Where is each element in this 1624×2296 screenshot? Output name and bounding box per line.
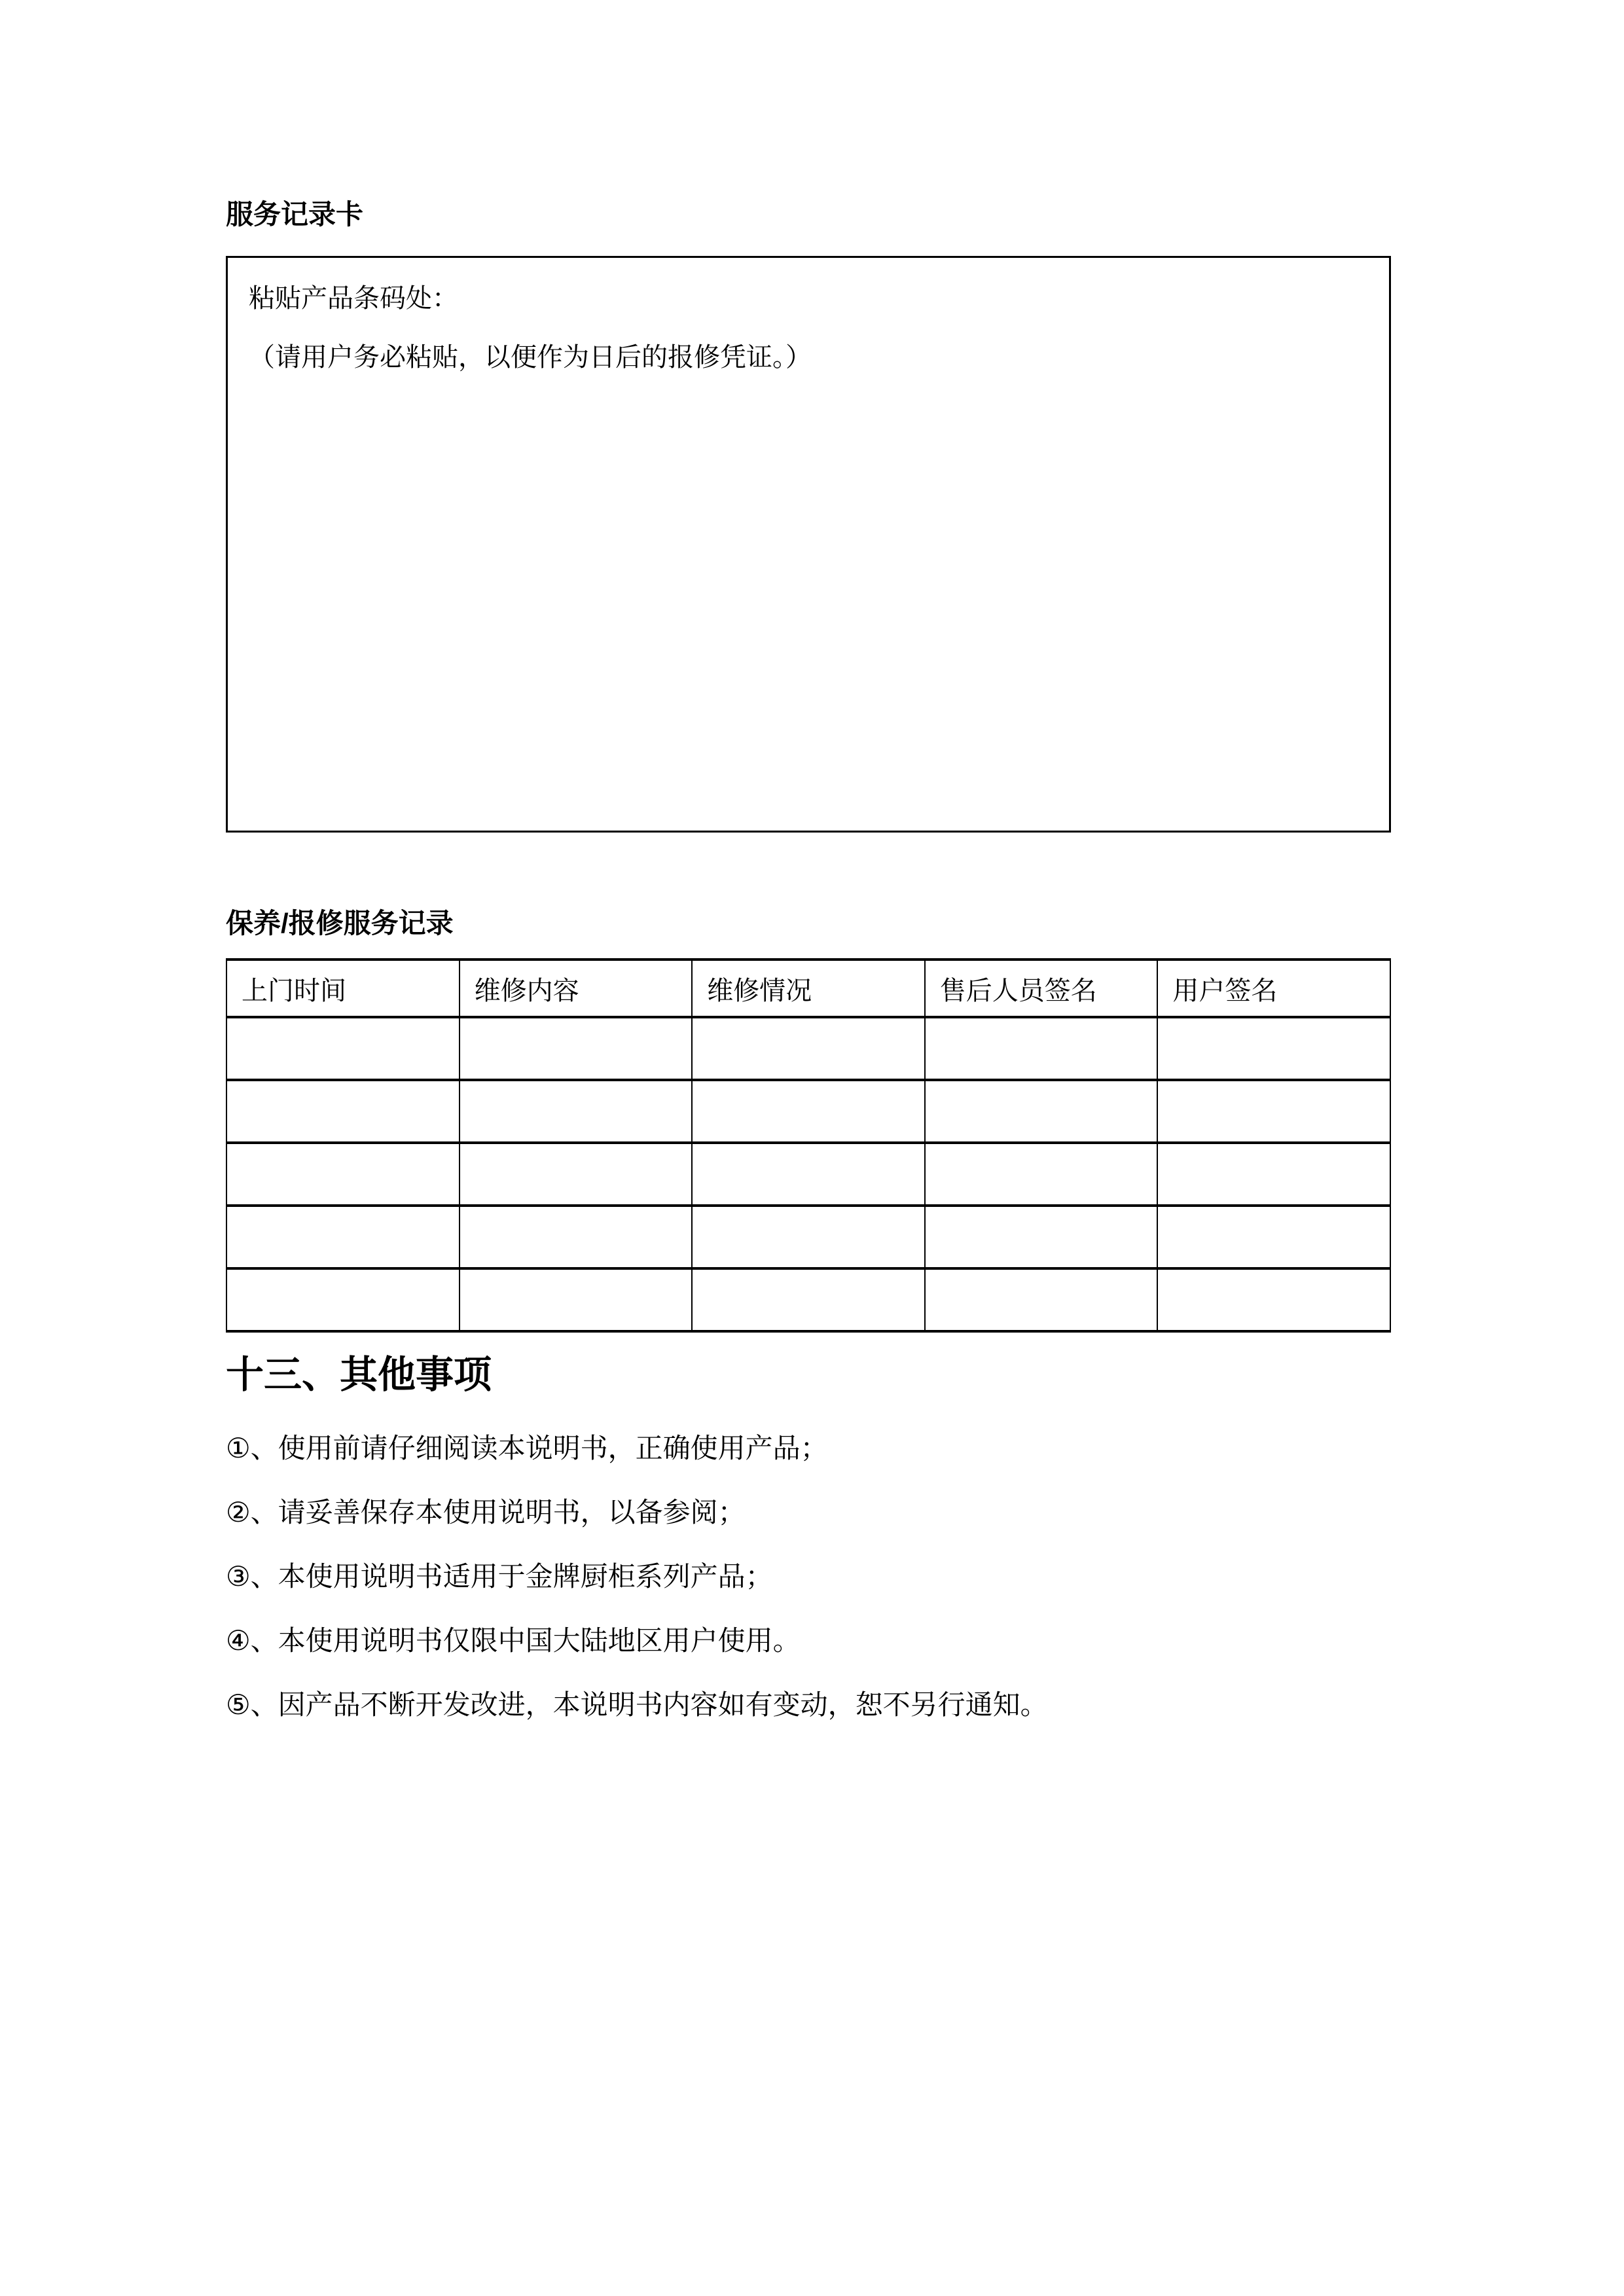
- empty-cell: [226, 1080, 460, 1143]
- page-content: [226, 198, 1391, 1753]
- service-card-title: 服务记录卡: [226, 199, 364, 230]
- col-header-service-staff-signature: 售后人员签名: [925, 960, 1158, 1017]
- list-item-5: ⑤、因产品不断开发改进，本说明书内容如有变动，恕不另行通知。: [226, 1689, 1048, 1720]
- empty-cell: [925, 1206, 1158, 1268]
- list-item-4: ④、本使用说明书仅限中国大陆地区用户使用。: [226, 1625, 801, 1656]
- empty-cell: [692, 1080, 925, 1143]
- table-row: [226, 1080, 1390, 1143]
- col-header-repair-status: 维修情况: [692, 960, 925, 1017]
- barcode-box-hint: （请用户务必粘贴，以便作为日后的报修凭证。）: [249, 343, 812, 372]
- empty-cell: [1157, 1206, 1390, 1268]
- empty-cell: [226, 1268, 460, 1331]
- empty-cell: [460, 1206, 693, 1268]
- empty-cell: [1157, 1268, 1390, 1331]
- list-item-3: ③、本使用说明书适用于金牌厨柜系列产品；: [226, 1561, 773, 1592]
- maintenance-record-title: 保养/报修服务记录: [226, 908, 454, 939]
- empty-cell: [925, 1080, 1158, 1143]
- service-record-table-body: [226, 1017, 1390, 1331]
- empty-cell: [925, 1268, 1158, 1331]
- table-row: [226, 1268, 1390, 1331]
- other-matters-list: [226, 1432, 1391, 1721]
- empty-cell: [226, 1143, 460, 1206]
- empty-cell: [925, 1143, 1158, 1206]
- empty-cell: [226, 1206, 460, 1268]
- barcode-sticker-box: [226, 256, 1391, 833]
- other-matters-title: 十三、其他事项: [226, 1354, 492, 1396]
- col-header-user-signature: 用户签名: [1157, 960, 1390, 1017]
- empty-cell: [460, 1143, 693, 1206]
- empty-cell: [692, 1143, 925, 1206]
- empty-cell: [925, 1017, 1158, 1080]
- table-row: [226, 1206, 1390, 1268]
- empty-cell: [460, 1080, 693, 1143]
- barcode-box-label: 粘贴产品条码处：: [249, 284, 458, 313]
- service-record-table-header: [226, 960, 1390, 1017]
- table-row: [226, 1143, 1390, 1206]
- empty-cell: [460, 1017, 693, 1080]
- service-record-table: [226, 958, 1391, 1333]
- list-item-1: ①、使用前请仔细阅读本说明书，正确使用产品；: [226, 1433, 828, 1463]
- empty-cell: [1157, 1080, 1390, 1143]
- empty-cell: [692, 1268, 925, 1331]
- empty-cell: [1157, 1143, 1390, 1206]
- empty-cell: [1157, 1017, 1390, 1080]
- empty-cell: [460, 1268, 693, 1331]
- empty-cell: [692, 1206, 925, 1268]
- empty-cell: [692, 1017, 925, 1080]
- table-row: [226, 1017, 1390, 1080]
- list-item-2: ②、请妥善保存本使用说明书，以备参阅；: [226, 1497, 746, 1528]
- header-row: [226, 960, 1390, 1017]
- col-header-visit-time: 上门时间: [226, 960, 460, 1017]
- empty-cell: [226, 1017, 460, 1080]
- col-header-repair-content: 维修内容: [460, 960, 693, 1017]
